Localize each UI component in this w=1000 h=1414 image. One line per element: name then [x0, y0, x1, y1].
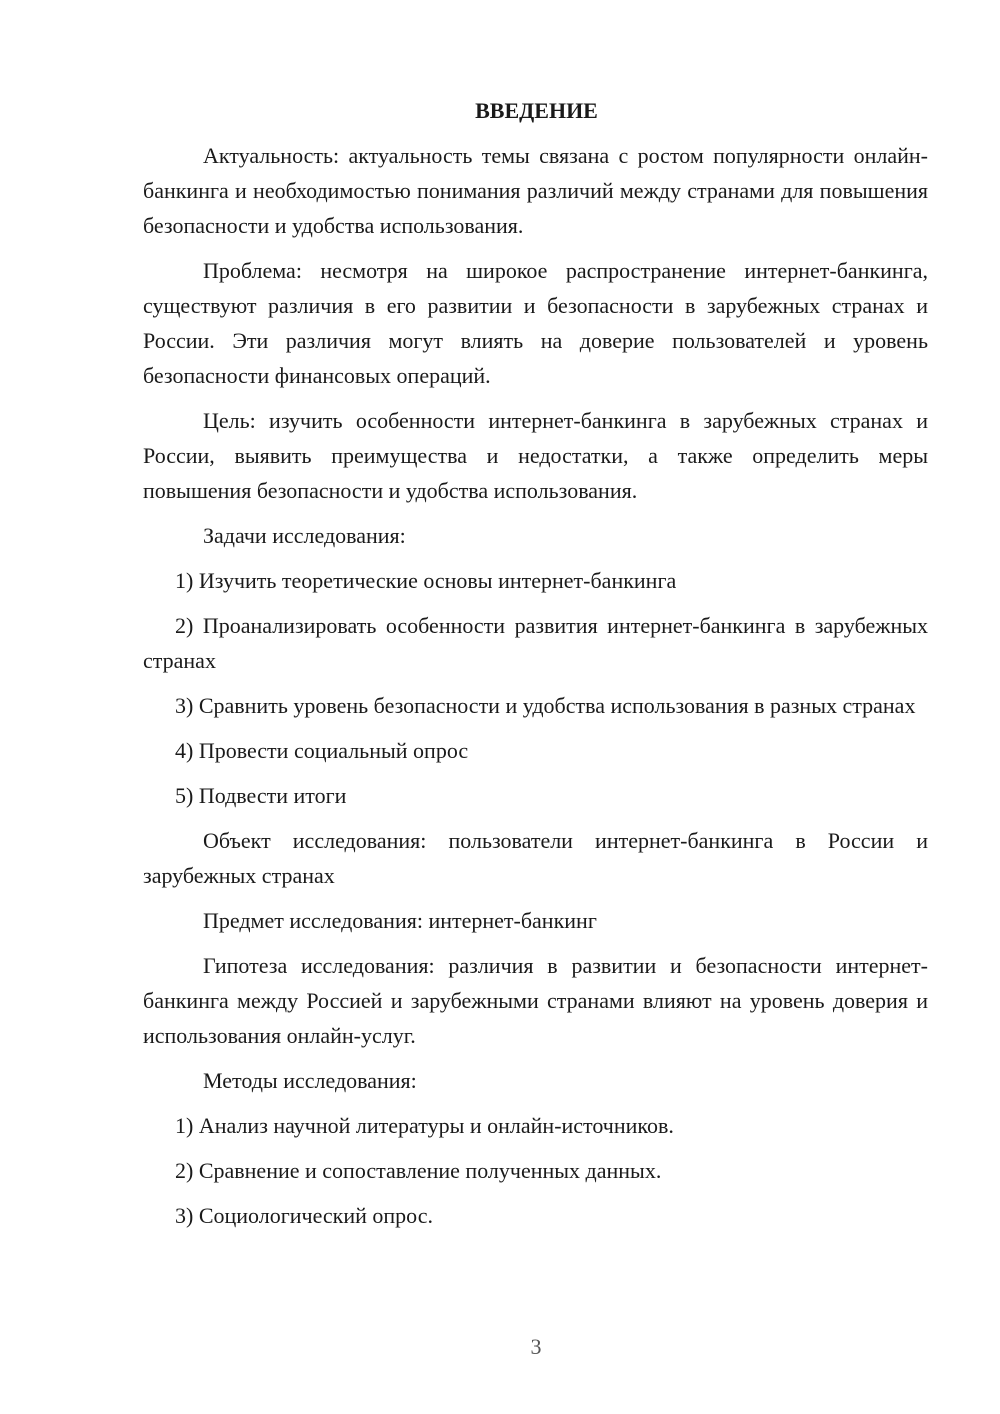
- list-item: 2) Проанализировать особенности развития интернет-банкинга в зарубежных странах: [143, 613, 928, 673]
- paragraph-subject: Предмет исследования: интернет-банкинг: [203, 908, 597, 933]
- document-page: [143, 93, 928, 1243]
- tasks-heading: Задачи исследования:: [203, 523, 406, 548]
- paragraph-goal: Цель: изучить особенности интернет-банкинга в зарубежных странах и России, выявить преимущества и недостатки, а также определить меры повышения безопасности и удобства использования.: [143, 408, 928, 503]
- list-item: 3) Сравнить уровень безопасности и удобства использования в разных странах: [175, 693, 916, 718]
- methods-list: [143, 1108, 928, 1233]
- paragraph-object: Объект исследования: пользователи интернет-банкинга в России и зарубежных странах: [143, 828, 928, 888]
- section-title: ВВЕДЕНИЕ: [475, 98, 598, 123]
- paragraph-problem: Проблема: несмотря на широкое распространение интернет-банкинга, существуют различия в его развитии и безопасности в зарубежных странах и России. Эти различия могут влиять на доверие пользователей и уровень безопасности финансовых операций.: [143, 258, 928, 388]
- list-item: 3) Социологический опрос.: [175, 1203, 433, 1228]
- paragraph-hypothesis: Гипотеза исследования: различия в развитии и безопасности интернет-банкинга между Россией и зарубежными странами влияют на уровень доверия и использования онлайн-услуг.: [143, 953, 928, 1048]
- list-item: 1) Изучить теоретические основы интернет-банкинга: [175, 568, 677, 593]
- list-item: 1) Анализ научной литературы и онлайн-источников.: [175, 1113, 674, 1138]
- list-item: 4) Провести социальный опрос: [175, 738, 469, 763]
- paragraph-relevance: Актуальность: актуальность темы связана с ростом популярности онлайн-банкинга и необходимостью понимания различий между странами для повышения безопасности и удобства использования.: [143, 143, 928, 238]
- page-number: 3: [530, 1334, 542, 1359]
- tasks-list: [143, 563, 928, 813]
- list-item: 5) Подвести итоги: [175, 783, 347, 808]
- methods-heading: Методы исследования:: [203, 1068, 417, 1093]
- list-item: 2) Сравнение и сопоставление полученных данных.: [175, 1158, 662, 1183]
